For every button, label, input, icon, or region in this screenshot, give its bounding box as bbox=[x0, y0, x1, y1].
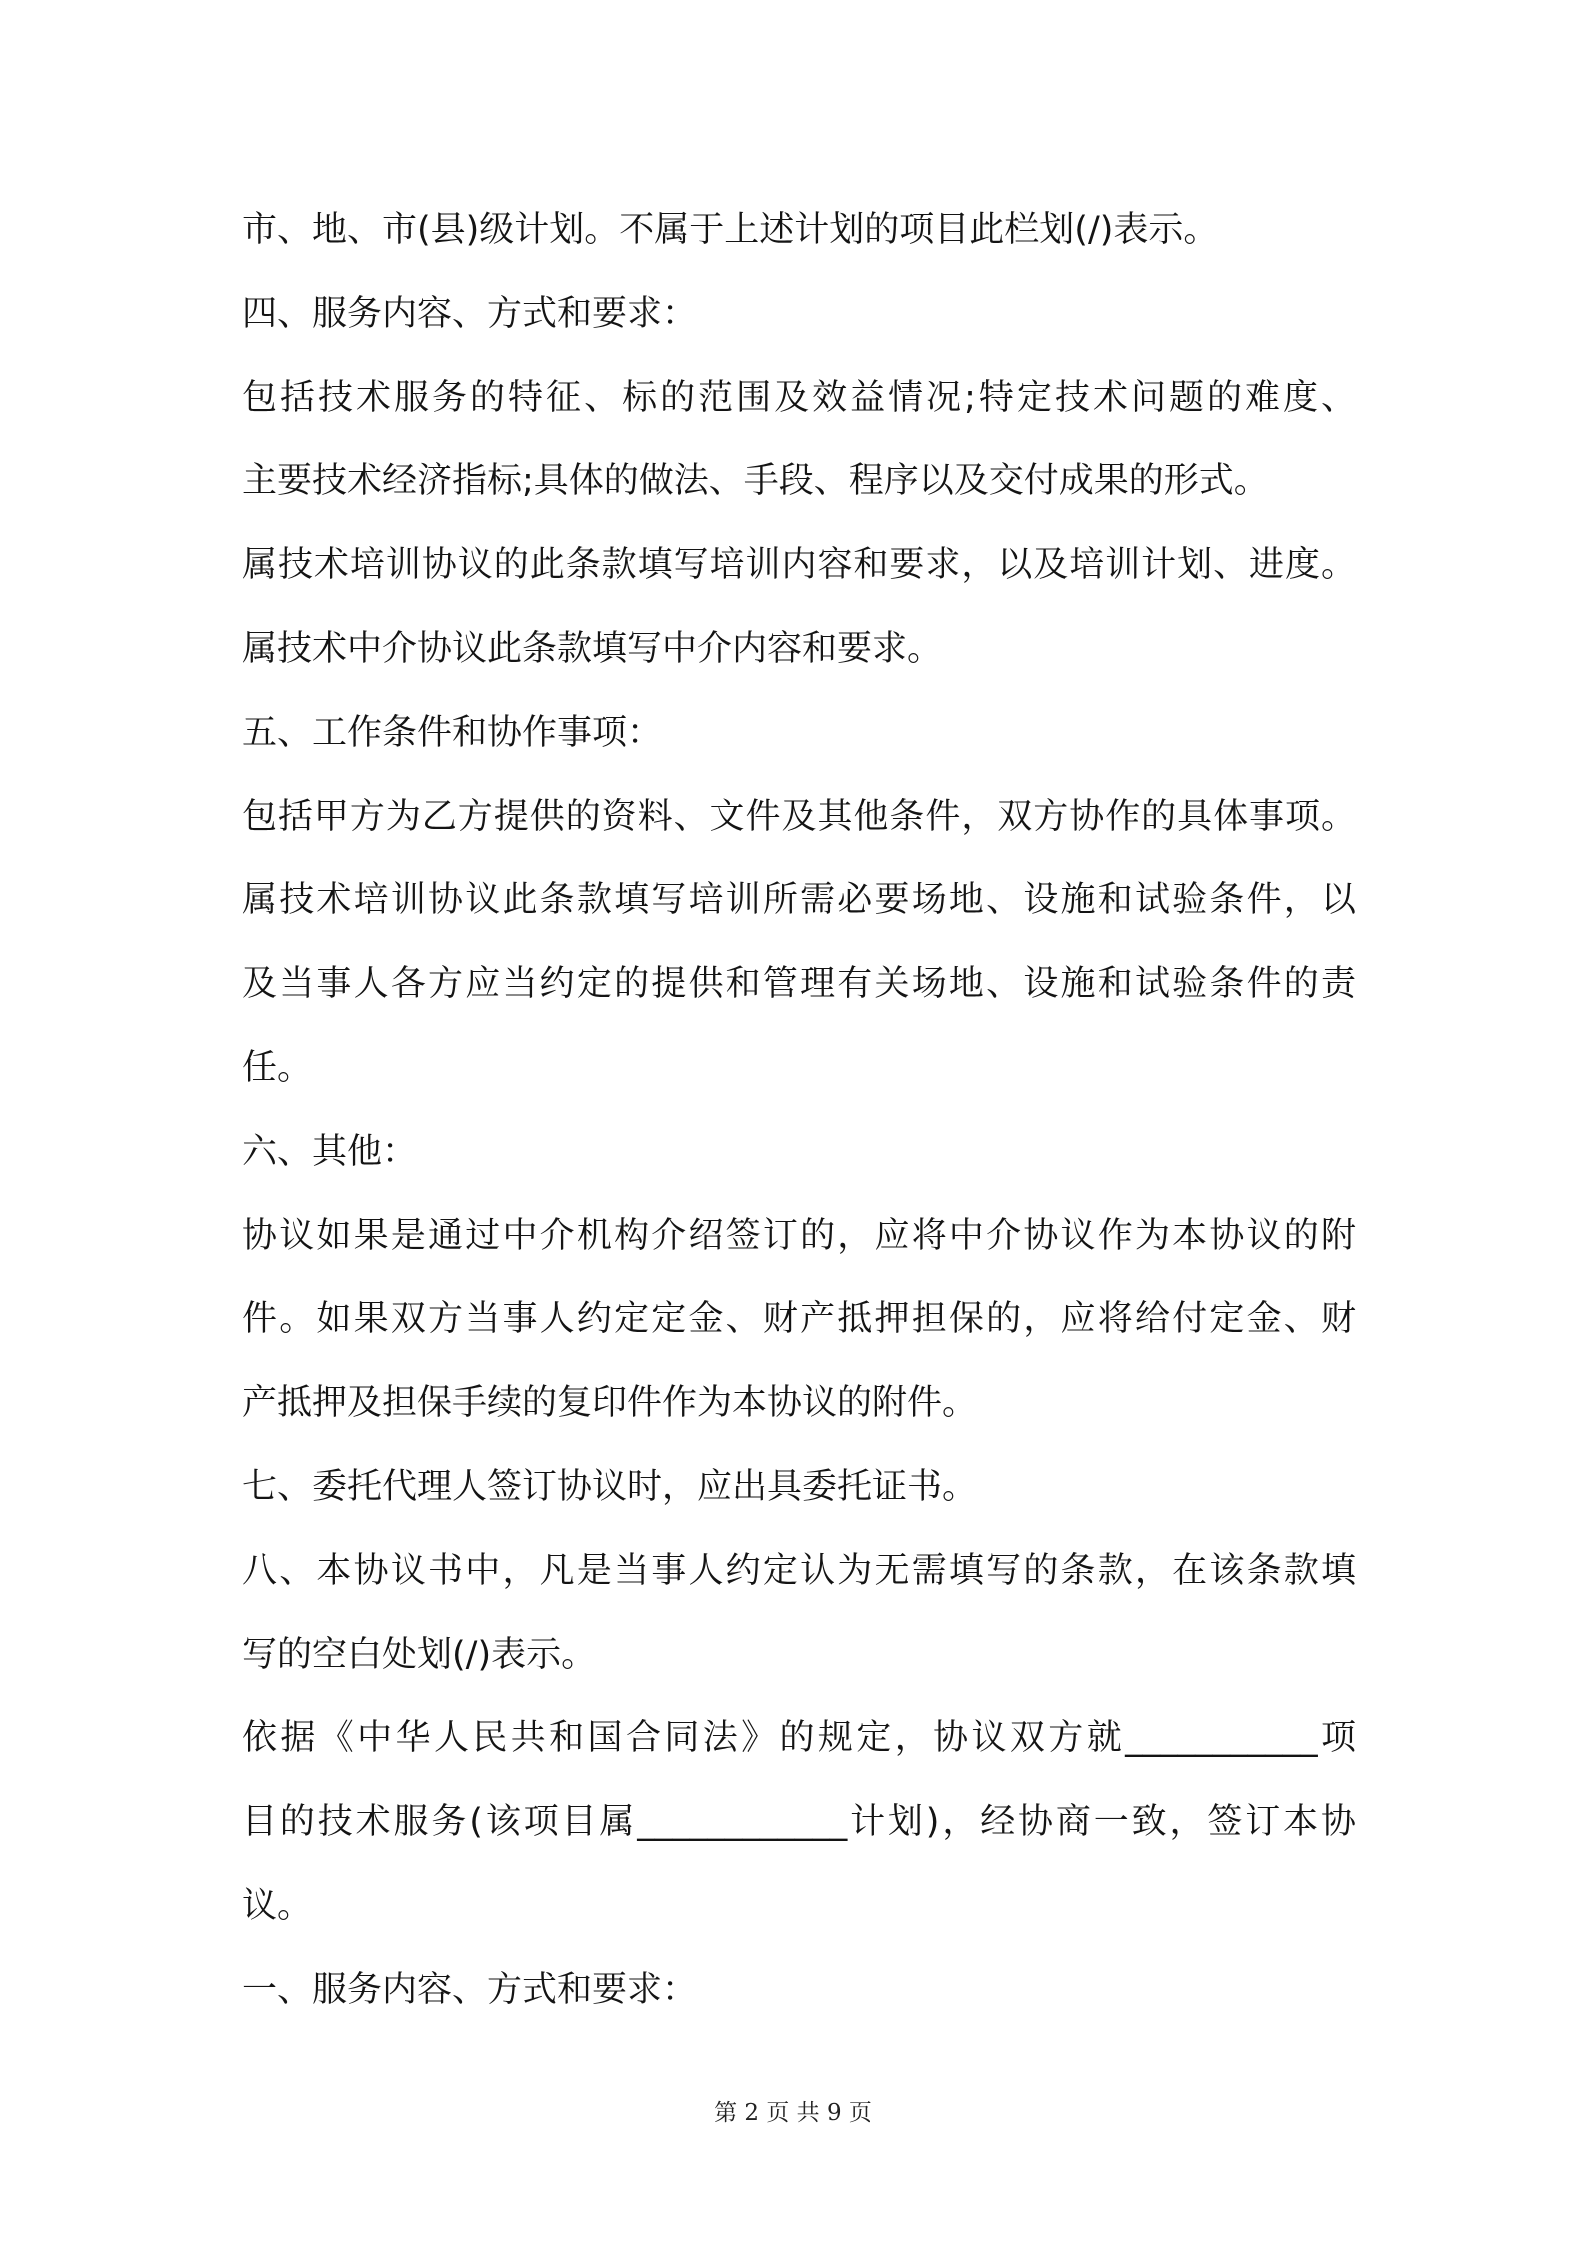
text-line: 目的技术服务(该项目属____________计划)，经协商一致，签订本协 bbox=[242, 1802, 1356, 1843]
text-line: 属技术培训协议的此条款填写培训内容和要求，以及培训计划、进度。 bbox=[242, 545, 1356, 586]
section-heading-conditions: 五、工作条件和协作事项： bbox=[242, 712, 663, 753]
text-line: 任。 bbox=[242, 1047, 313, 1088]
text-line: 写的空白处划(/)表示。 bbox=[242, 1634, 597, 1675]
body-text bbox=[242, 189, 1356, 2033]
text-line: 八、本协议书中，凡是当事人约定认为无需填写的条款，在该条款填 bbox=[242, 1550, 1356, 1591]
page-footer: 第 2 页 共 9 页 bbox=[714, 2100, 872, 2126]
text-line: 议。 bbox=[242, 1885, 313, 1926]
text-line: 包括技术服务的特征、标的范围及效益情况;特定技术问题的难度、 bbox=[242, 377, 1356, 418]
text-line: 产抵押及担保手续的复印件作为本协议的附件。 bbox=[242, 1383, 978, 1424]
text-line: 包括甲方为乙方提供的资料、文件及其他条件，双方协作的具体事项。 bbox=[242, 796, 1356, 837]
text-line: 依据《中华人民共和国合同法》的规定，协议双方就___________项 bbox=[242, 1718, 1356, 1759]
section-heading-agent: 七、委托代理人签订协议时，应出具委托证书。 bbox=[242, 1466, 978, 1507]
text-line: 市、地、市(县)级计划。不属于上述计划的项目此栏划(/)表示。 bbox=[242, 210, 1219, 250]
text-line: 协议如果是通过中介机构介绍签订的，应将中介协议作为本协议的附 bbox=[242, 1215, 1356, 1256]
section-heading-other: 六、其他： bbox=[242, 1131, 418, 1172]
text-line: 件。如果双方当事人约定定金、财产抵押担保的，应将给付定金、财 bbox=[242, 1299, 1356, 1340]
text-line: 及当事人各方应当约定的提供和管理有关场地、设施和试验条件的责 bbox=[242, 964, 1356, 1005]
text-line: 属技术培训协议此条款填写培训所需必要场地、设施和试验条件，以 bbox=[242, 880, 1356, 921]
section-heading-service-content: 一、服务内容、方式和要求： bbox=[242, 1969, 698, 2010]
text-line: 主要技术经济指标;具体的做法、手段、程序以及交付成果的形式。 bbox=[242, 461, 1269, 502]
text-line: 属技术中介协议此条款填写中介内容和要求。 bbox=[242, 628, 943, 669]
section-heading-services: 四、服务内容、方式和要求： bbox=[242, 293, 698, 334]
